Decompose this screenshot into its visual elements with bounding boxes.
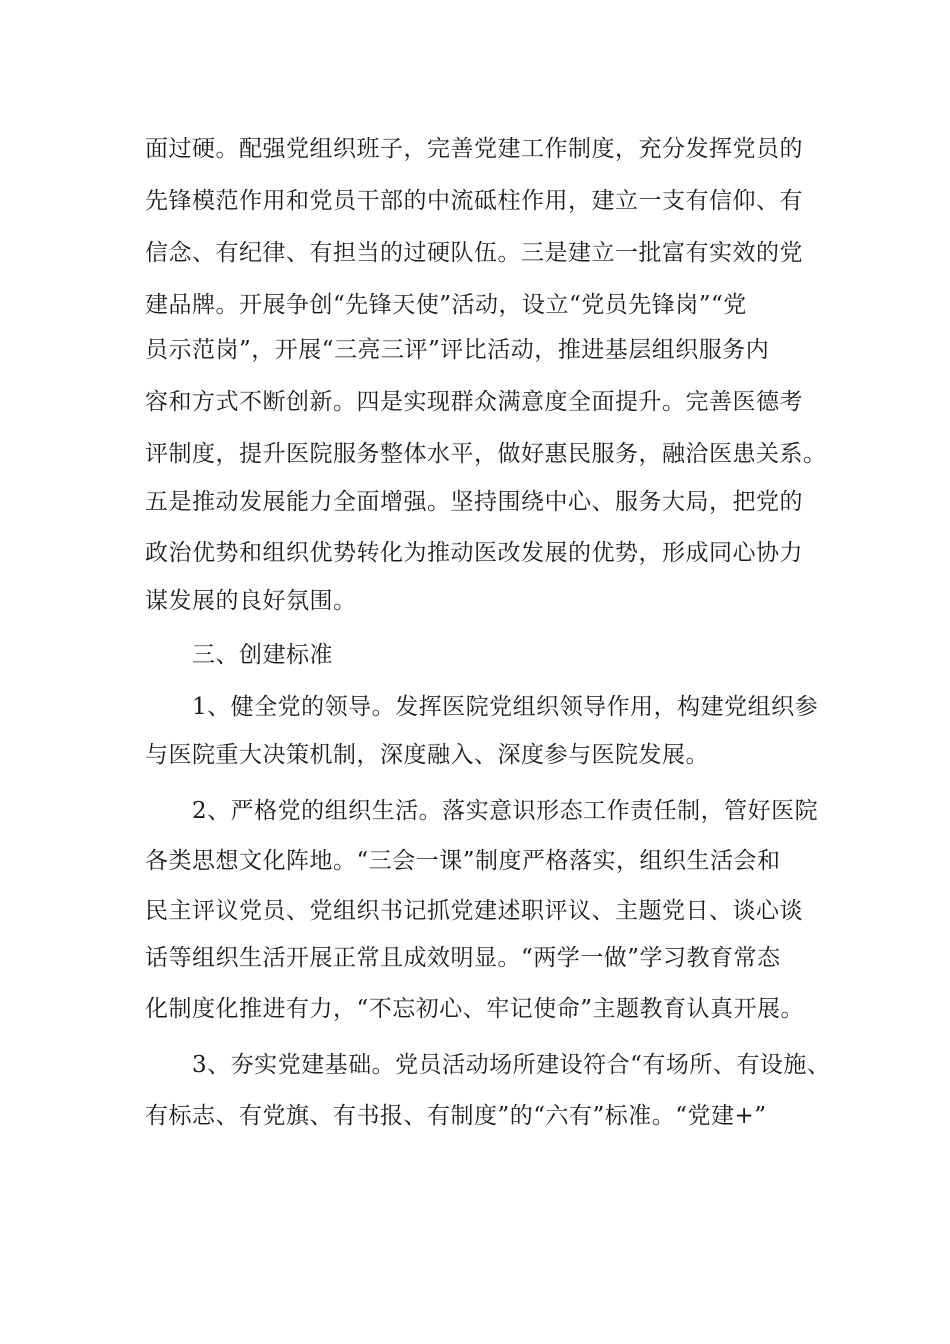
text-line: 面过硬。配强党组织班子，完善党建工作制度，充分发挥党员的 (145, 136, 803, 162)
text-line: 与医院重大决策机制，深度融入、深度参与医院发展。 (145, 742, 709, 768)
section-heading: 三、创建标准 (145, 642, 333, 668)
text-line: 五是推动发展能力全面增强。坚持围绕中心、服务大局，把党的 (145, 489, 803, 515)
text-line: 评制度，提升医院服务整体水平，做好惠民服务，融洽医患关系。 (145, 441, 827, 467)
text-line: 民主评议党员、党组织书记抓党建述职评议、主题党日、谈心谈 (145, 898, 803, 924)
text-line: 建品牌。开展争创“先锋天使”活动，设立“党员先锋岗”“党 (145, 292, 747, 318)
text-line: 2、严格党的组织生活。落实意识形态工作责任制，管好医院 (145, 798, 819, 824)
text-line: 政治优势和组织优势转化为推动医改发展的优势，形成同心协力 (145, 540, 803, 566)
text-line: 化制度化推进有力，“不忘初心、牢记使命”主题教育认真开展。 (145, 996, 805, 1022)
text-line: 员示范岗”，开展“三亮三评”评比活动，推进基层组织服务内 (145, 337, 770, 363)
text-line: 谋发展的良好氛围。 (145, 588, 357, 614)
text-line: 3、夯实党建基础。党员活动场所建设符合“有场所、有设施、 (145, 1052, 831, 1078)
text-line: 先锋模范作用和党员干部的中流砥柱作用，建立一支有信仰、有 (145, 188, 803, 214)
text-line: 信念、有纪律、有担当的过硬队伍。三是建立一批富有实效的党 (145, 240, 803, 266)
text-line: 1、健全党的领导。发挥医院党组织领导作用，构建党组织参 (145, 694, 819, 720)
text-line: 各类思想文化阵地。“三会一课”制度严格落实，组织生活会和 (145, 848, 781, 874)
text-line: 容和方式不断创新。四是实现群众满意度全面提升。完善医德考 (145, 389, 803, 415)
text-line: 话等组织生活开展正常且成效明显。“两学一做”学习教育常态 (145, 945, 781, 971)
text-line: 有标志、有党旗、有书报、有制度”的“六有”标准。“党建+” (145, 1103, 767, 1129)
